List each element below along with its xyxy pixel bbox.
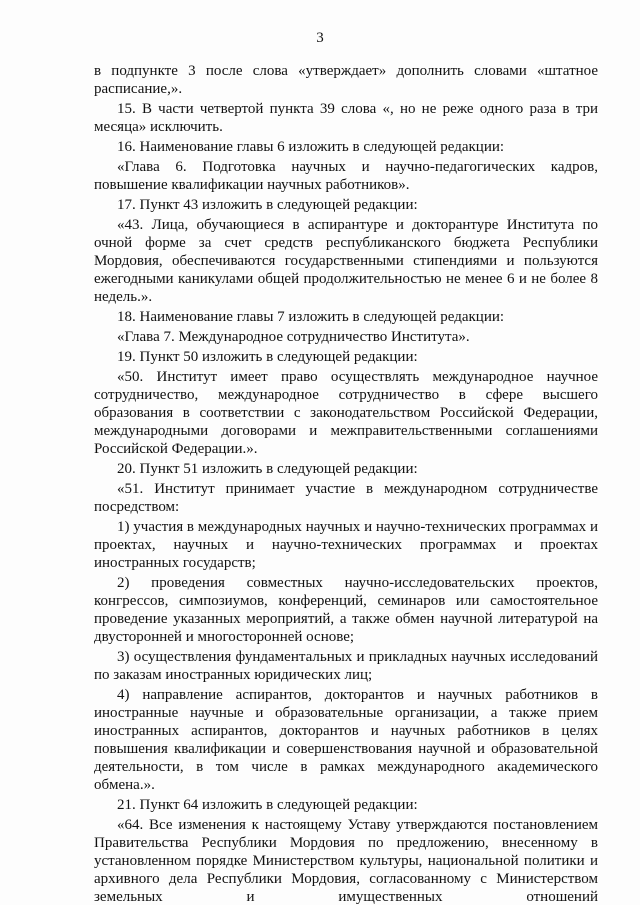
paragraph-item-20: 20. Пункт 51 изложить в следующей редакции: (117, 461, 418, 477)
paragraph-clause-51: «51. Институт принимает участие в международном сотрудничестве посредством: (94, 481, 598, 515)
list-item-3: 3) осуществления фундаментальных и прикладных научных исследований по заказам иностранных юридических лиц; (94, 649, 598, 683)
page-number: 3 (316, 30, 324, 46)
paragraph-item-16: 16. Наименование главы 6 изложить в следующей редакции: (117, 139, 505, 155)
paragraph-item-17: 17. Пункт 43 изложить в следующей редакции: (117, 197, 418, 213)
paragraph-clause-64: «64. Все изменения к настоящему Уставу утверждаются постановлением Правительства Республики Мордовия по предложению, внесенному в установленном порядке Министерством культуры, национальной политики и архивного дела Республики Мордовия, согласованному с Министерством земельных и имущественных отношений (94, 817, 598, 905)
paragraph-subpoint-3-addition: в подпункте 3 после слова «утверждает» дополнить словами «штатное расписание,». (94, 63, 598, 97)
paragraph-item-21: 21. Пункт 64 изложить в следующей редакции: (117, 797, 418, 813)
paragraph-item-19: 19. Пункт 50 изложить в следующей редакции: (117, 349, 418, 365)
paragraph-item-15: 15. В части четвертой пункта 39 слова «, но не реже одного раза в три месяца» исключить. (94, 101, 598, 135)
paragraph-chapter-6-title: «Глава 6. Подготовка научных и научно-педагогических кадров, повышение квалификации научных работников». (94, 159, 598, 193)
paragraph-clause-43: «43. Лица, обучающиеся в аспирантуре и докторантуре Института по очной форме за счет средств республиканского бюджета Республики Мордовия, обеспечиваются государственными стипендиями и пользуются ежегодными каникулами общей продолжительностью не менее 6 и не более 8 недель.». (94, 217, 598, 305)
list-item-1: 1) участия в международных научных и научно-технических программах и проектах, научных и научно-технических программах и проектах иностранных государств; (94, 519, 598, 571)
list-item-2: 2) проведения совместных научно-исследовательских проектов, конгрессов, симпозиумов, конференций, семинаров или самостоятельное проведение указанных мероприятий, а также обмен научной литературой на двусторонней и многосторонней основе; (94, 575, 598, 645)
document-body (94, 62, 598, 908)
paragraph-item-18: 18. Наименование главы 7 изложить в следующей редакции: (117, 309, 505, 325)
paragraph-clause-50: «50. Институт имеет право осуществлять международное научное сотрудничество, международное сотрудничество в сфере высшего образования в соответствии с законодательством Российской Федерации, международными договорами и межправительственными соглашениями Российской Федерации.». (94, 369, 598, 457)
paragraph-chapter-7-title: «Глава 7. Международное сотрудничество Института». (117, 329, 470, 345)
list-item-4: 4) направление аспирантов, докторантов и научных работников в иностранные научные и образовательные организации, а также прием иностранных аспирантов, докторантов и научных работников в целях повышения квалификации и совершенствования научной и образовательной деятельности, в том числе в рамках международного академического обмена.». (94, 687, 598, 793)
